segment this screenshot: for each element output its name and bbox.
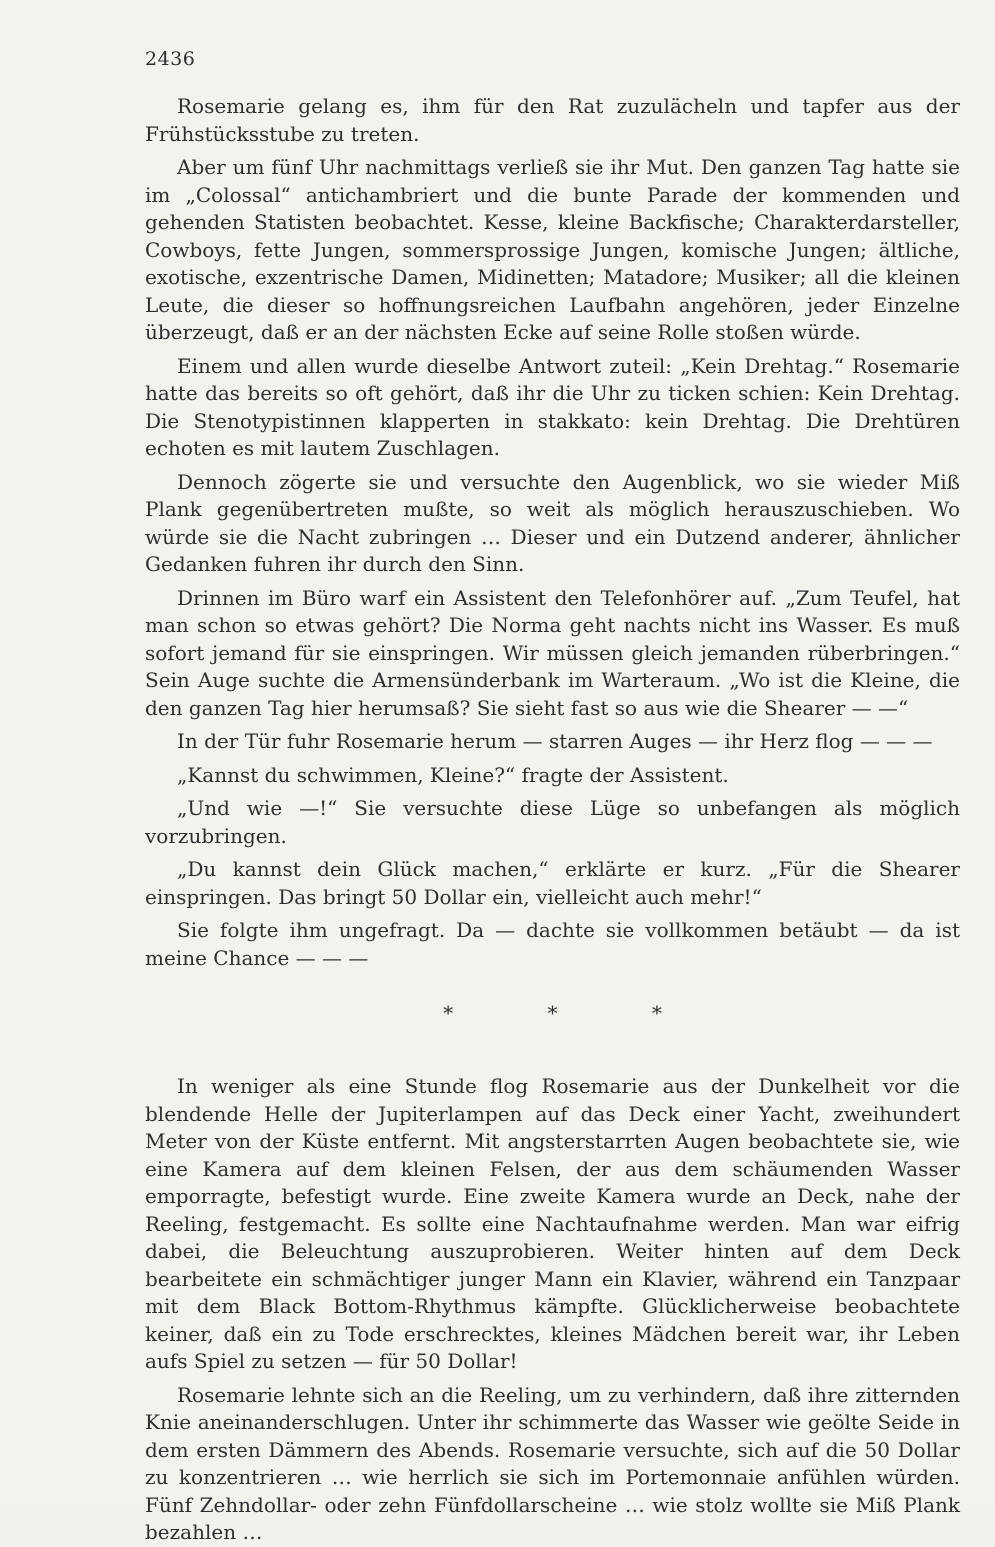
- paragraph: In der Tür fuhr Rosemarie herum — starren Auges — ihr Herz flog — — —: [177, 729, 933, 753]
- paragraph: Aber um fünf Uhr nachmittags verließ sie ihr Mut. Den ganzen Tag hatte sie im „Colossal“ antichambriert und die bunte Parade der kommenden und gehenden Statisten beobachtet. Kesse, kleine Backfische; Charakterdarsteller, Cowboys, fette Jungen, sommersprossige Jungen, komische Jungen; ältliche, exotische, exzentrische Damen, Midinetten; Matadore; Musiker; all die kleinen Leute, die dieser so hoffnungsreichen Laufbahn angehören, jeder Einzelne überzeugt, daß er an der nächsten Ecke auf seine Rolle stoßen würde.: [145, 155, 960, 344]
- body-text: [145, 93, 960, 1547]
- page-number: 2436: [145, 48, 196, 70]
- section-separator: * * *: [443, 1001, 706, 1025]
- paragraph: Einem und allen wurde dieselbe Antwort zuteil: „Kein Drehtag.“ Rosemarie hatte das bereits so oft gehört, daß ihr die Uhr zu ticken schien: Kein Drehtag. Die Stenotypistinnen klapperten in stakkato: kein Drehtag. Die Drehtüren echoten es mit lautem Zuschlagen.: [145, 353, 960, 460]
- paragraph: „Und wie —!“ Sie versuchte diese Lüge so unbefangen als möglich vorzubringen.: [145, 796, 960, 848]
- paragraph: „Du kannst dein Glück machen,“ erklärte er kurz. „Für die Shearer einspringen. Das bringt 50 Dollar ein, vielleicht auch mehr!“: [145, 857, 960, 909]
- paragraph: Sie folgte ihm ungefragt. Da — dachte sie vollkommen betäubt — da ist meine Chance — — —: [145, 918, 960, 970]
- paragraph: Drinnen im Büro warf ein Assistent den Telefonhörer auf. „Zum Teufel, hat man schon so etwas gehört? Die Norma geht nachts nicht ins Wasser. Es muß sofort jemand für sie einspringen. Wir müssen gleich jemanden rüberbringen.“ Sein Auge suchte die Armensünderbank im Warteraum. „Wo ist die Kleine, die den ganzen Tag hier herumsaß? Sie sieht fast so aus wie die Shearer — —“: [145, 585, 960, 720]
- paragraph: „Kannst du schwimmen, Kleine?“ fragte der Assistent.: [177, 762, 729, 787]
- paragraph: Rosemarie gelang es, ihm für den Rat zuzulächeln und tapfer aus der Frühstücksstube zu treten.: [145, 94, 960, 146]
- paragraph: Rosemarie lehnte sich an die Reeling, um zu verhindern, daß ihre zitternden Knie aneinanderschlugen. Unter ihr schimmerte das Wasser wie geölte Seide in dem ersten Dämmern des Abends. Rosemarie versuchte, sich auf die 50 Dollar zu konzentrieren … wie herrlich sie sich im Portemonnaie anfühlen würden. Fünf Zehndollar- oder zehn Fünfdollarscheine … wie stolz wollte sie Miß Plank bezahlen …: [145, 1382, 960, 1544]
- paragraph: Dennoch zögerte sie und versuchte den Augenblick, wo sie wieder Miß Plank gegenübertreten mußte, so weit als möglich herauszuschieben. Wo würde sie die Nacht zubringen … Dieser und ein Dutzend anderer, ähnlicher Gedanken fuhren ihr durch den Sinn.: [145, 469, 960, 576]
- paragraph: In weniger als eine Stunde flog Rosemarie aus der Dunkelheit vor die blendende Helle der Jupiterlampen auf das Deck einer Yacht, zweihundert Meter von der Küste entfernt. Mit angsterstarrten Augen beobachtete sie, wie eine Kamera auf dem kleinen Felsen, der aus dem schäumenden Wasser emporragte, befestigt wurde. Eine zweite Kamera wurde an Deck, nahe der Reeling, festgemacht. Es sollte eine Nachtaufnahme werden. Man war eifrig dabei, die Beleuchtung auszuprobieren. Weiter hinten auf dem Deck bearbeitete ein schmächtiger junger Mann ein Klavier, während ein Tanzpaar mit dem Black Bottom-Rhythmus kämpfte. Glücklicherweise beobachtete keiner, daß ein zu Tode erschrecktes, kleines Mädchen bereit war, ihr Leben aufs Spiel zu setzen — für 50 Dollar!: [145, 1074, 960, 1373]
